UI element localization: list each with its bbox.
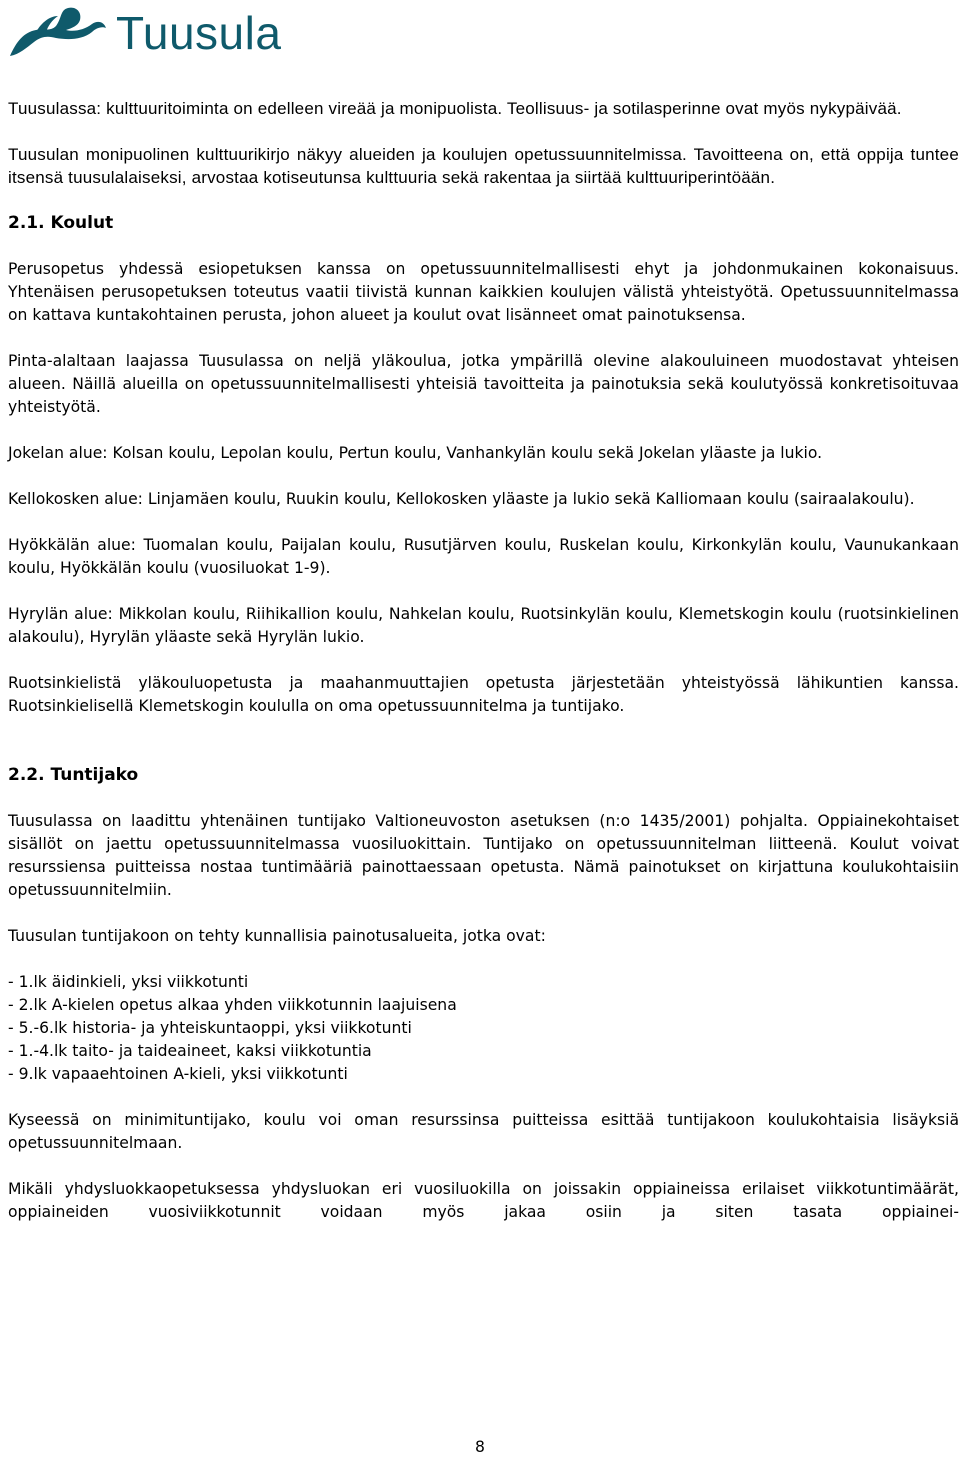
hours-emphasis-list <box>8 971 959 1086</box>
hours-paragraph-4: Mikäli yhdysluokkaopetuksessa yhdysluokan eri vuosiluokilla on joissakin oppiaineissa erilaiset viikkotuntimäärät, oppiaineiden vuosiviikkotunnit voidaan myös jakaa osiin ja siten tasata oppiainei- <box>8 1180 959 1221</box>
list-item: - 9.lk vapaaehtoinen A-kieli, yksi viikkotunti <box>8 1065 348 1083</box>
schools-paragraph-swedish: Ruotsinkielistä yläkouluopetusta ja maahanmuuttajien opetusta järjestetään yhteistyössä lähikuntien kanssa. Ruotsinkielisellä Klemetskogin koululla on oma opetussuunnitelma ja tuntijako. <box>8 674 959 715</box>
schools-paragraph-hyokkala: Hyökkälän alue: Tuomalan koulu, Paijalan koulu, Rusutjärven koulu, Ruskelan koulu, Kirkonkylän koulu, Vaunukankaan koulu, Hyökkälän koulu (vuosiluokat 1-9). <box>8 536 959 577</box>
hours-paragraph-1: Tuusulassa on laadittu yhtenäinen tuntijako Valtioneuvoston asetuksen (n:o 1435/2001) pohjalta. Oppiainekohtaiset sisällöt on jaettu opetussuunnitelmassa vuosiluokittain. Tuntijako on opetussuunnitelman liitteenä. Koulut voivat resurssiensa puitteissa nostaa tuntimääriä painottaessaan opetusta. Nämä painotukset on kirjattuna koulukohtaisiin opetussuunnitelmiin. <box>8 812 959 899</box>
list-item: - 1.lk äidinkieli, yksi viikkotunti <box>8 973 249 991</box>
list-item: - 5.-6.lk historia- ja yhteiskuntaoppi, yksi viikkotunti <box>8 1019 412 1037</box>
hours-paragraph-2: Tuusulan tuntijakoon on tehty kunnallisia painotusalueita, jotka ovat: <box>8 927 546 945</box>
schools-paragraph-jokela: Jokelan alue: Kolsan koulu, Lepolan koulu, Pertun koulu, Vanhankylän koulu sekä Jokelan yläaste ja lukio. <box>8 444 823 462</box>
intro-paragraph-2: Tuusulan monipuolinen kulttuurikirjo näkyy alueiden ja koulujen opetussuunnitelmissa. Tavoitteena on, että oppija tuntee itsensä tuusulalaiseksi, arvostaa kotiseutunsa kulttuuria sekä rakentaa ja siirtää kulttuuriperintöään. <box>8 145 959 187</box>
list-item: - 2.lk A-kielen opetus alkaa yhden viikkotunnin laajuisena <box>8 996 457 1014</box>
list-item: - 1.-4.lk taito- ja taideaineet, kaksi viikkotuntia <box>8 1042 372 1060</box>
tuusula-logo <box>6 0 306 62</box>
heading-tuntijako: 2.2. Tuntijako <box>8 765 139 785</box>
page-number: 8 <box>475 1438 485 1456</box>
schools-paragraph-2: Pinta-alaltaan laajassa Tuusulassa on neljä yläkoulua, jotka ympärillä olevine alakouluineen muodostavat yhteisen alueen. Näillä alueilla on opetussuunnitelmallisesti yhteisiä tavoitteita ja painotuksia sekä koulutyössä konkretisoituvaa yhteistyötä. <box>8 352 959 416</box>
schools-paragraph-1: Perusopetus yhdessä esiopetuksen kanssa on opetussuunnitelmallisesti ehyt ja johdonmukainen kokonaisuus. Yhtenäisen perusopetuksen toteutus vaatii tiivistä kunnan kaikkien koulujen välistä yhteistyötä. Opetussuunnitelmassa on kattava kuntakohtainen perusta, johon alueet ja koulut ovat lisänneet omat painotuksensa. <box>8 260 959 324</box>
tuusula-logo-icon <box>6 2 110 60</box>
document-body <box>8 97 959 1224</box>
schools-paragraph-hyryla: Hyrylän alue: Mikkolan koulu, Riihikallion koulu, Nahkelan koulu, Ruotsinkylän koulu, Klemetskogin koulu (ruotsinkielinen alakoulu), Hyrylän yläaste sekä Hyrylän lukio. <box>8 605 959 646</box>
hours-paragraph-3: Kyseessä on minimituntijako, koulu voi oman resurssinsa puitteissa esittää tuntijakoon koulukohtaisia lisäyksiä opetussuunnitelmaan. <box>8 1111 959 1152</box>
heading-koulut: 2.1. Koulut <box>8 213 114 233</box>
intro-paragraph-1: Tuusulassa: kulttuuritoiminta on edelleen vireää ja monipuolista. Teollisuus- ja sotilasperinne ovat myös nykypäivää. <box>8 99 902 118</box>
schools-paragraph-kellokoski: Kellokosken alue: Linjamäen koulu, Ruukin koulu, Kellokosken yläaste ja lukio sekä Kalliomaan koulu (sairaalakoulu). <box>8 490 915 508</box>
logo-wordmark: Tuusula <box>116 7 282 59</box>
